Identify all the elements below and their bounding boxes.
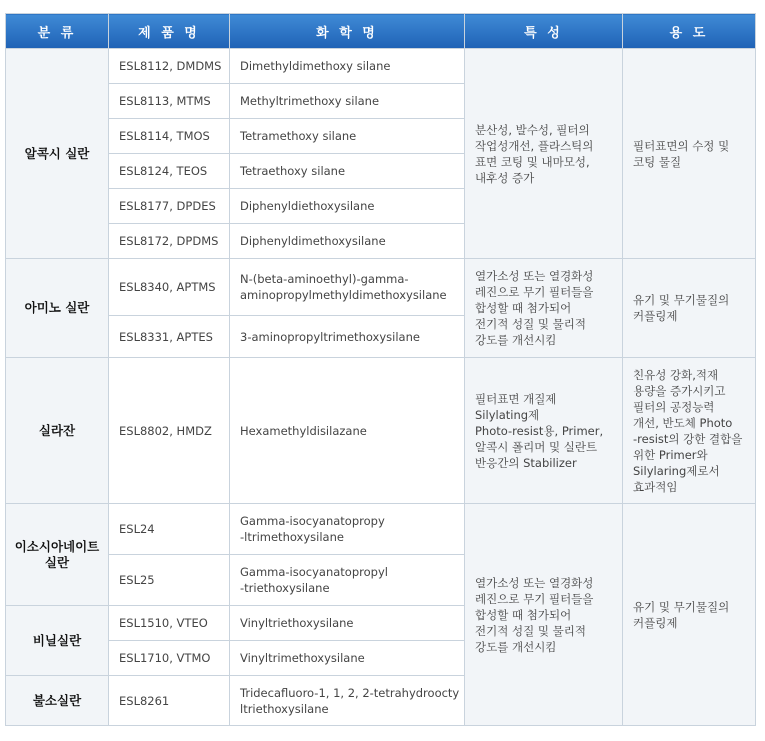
product-name: ESL1710, VTMO (109, 641, 230, 676)
table-row (6, 259, 756, 316)
product-name: ESL8331, APTES (109, 316, 230, 358)
product-name: ESL8177, DPDES (109, 189, 230, 224)
category-vinyl-silane: 비닐실란 (6, 606, 109, 676)
chemical-name: Dimethyldimethoxy silane (230, 49, 465, 84)
chemical-name: Gamma-isocyanatopropy -ltrimethoxysilane (230, 504, 465, 555)
product-name: ESL8114, TMOS (109, 119, 230, 154)
chemical-name: Tetraethoxy silane (230, 154, 465, 189)
table-row (6, 49, 756, 84)
chemical-name: Gamma-isocyanatopropyl -triethoxysilane (230, 555, 465, 606)
product-name: ESL8113, MTMS (109, 84, 230, 119)
header-category: 분 류 (6, 14, 109, 49)
product-name: ESL8261 (109, 676, 230, 726)
header-chemical-name: 화 학 명 (230, 14, 465, 49)
chemical-name: Tridecafluoro-1, 1, 2, 2-tetrahydroocty ltriethoxysilane (230, 676, 465, 726)
category-fluoro-silane: 불소실란 (6, 676, 109, 726)
table-row (6, 358, 756, 504)
feature-silazane: 필터표면 개질제 Silylating제 Photo-resist용, Primer, 알콕시 폴리머 및 실란트 반응간의 Stabilizer (465, 358, 623, 504)
category-amino-silane: 아미노 실란 (6, 259, 109, 358)
table-row (6, 504, 756, 555)
chemical-name: Diphenyldimethoxysilane (230, 224, 465, 259)
feature-amino: 열가소성 또는 열경화성 레진으로 무기 필터들을 합성할 때 첨가되어 전기적 성질 및 물리적 강도를 개선시킴 (465, 259, 623, 358)
feature-isocyanate-vinyl-fluoro: 열가소성 또는 열경화성 레진으로 무기 필터들을 합성할 때 첨가되어 전기적 성질 및 물리적 강도를 개선시킴 (465, 504, 623, 726)
chemical-name: Methyltrimethoxy silane (230, 84, 465, 119)
product-name: ESL8802, HMDZ (109, 358, 230, 504)
usage-isocyanate-vinyl-fluoro: 유기 및 무기물질의 커플링제 (623, 504, 756, 726)
product-name: ESL1510, VTEO (109, 606, 230, 641)
feature-alkoxy: 분산성, 발수성, 필터의 작업성개선, 플라스틱의 표면 코팅 및 내마모성, 내후성 증가 (465, 49, 623, 259)
category-silazane: 실라잔 (6, 358, 109, 504)
chemical-name: Vinyltrimethoxysilane (230, 641, 465, 676)
chemical-name: N-(beta-aminoethyl)-gamma- aminopropylmethyldimethoxysilane (230, 259, 465, 316)
chemical-name: Diphenyldiethoxysilane (230, 189, 465, 224)
chemical-name: Vinyltriethoxysilane (230, 606, 465, 641)
usage-amino: 유기 및 무기물질의 커플링제 (623, 259, 756, 358)
category-isocyanate-silane: 이소시아네이트 실란 (6, 504, 109, 606)
product-name: ESL8172, DPDMS (109, 224, 230, 259)
product-name: ESL8340, APTMS (109, 259, 230, 316)
usage-silazane: 친유성 강화,적재 용량을 증가시키고 필터의 공정능력 개선, 반도체 Photo -resist의 강한 결합을 위한 Primer와 Silylaring제로서 효과적임 (623, 358, 756, 504)
chemical-name: Hexamethyldisilazane (230, 358, 465, 504)
chemical-name: 3-aminopropyltrimethoxysilane (230, 316, 465, 358)
product-name: ESL8112, DMDMS (109, 49, 230, 84)
header-row (6, 14, 756, 49)
usage-alkoxy: 필터표면의 수정 및 코팅 물질 (623, 49, 756, 259)
header-product-name: 제 품 명 (109, 14, 230, 49)
header-usage: 용 도 (623, 14, 756, 49)
product-name: ESL25 (109, 555, 230, 606)
header-feature: 특 성 (465, 14, 623, 49)
category-alkoxy-silane: 알콕시 실란 (6, 49, 109, 259)
product-name: ESL24 (109, 504, 230, 555)
chemical-name: Tetramethoxy silane (230, 119, 465, 154)
silane-product-table (5, 13, 756, 726)
product-name: ESL8124, TEOS (109, 154, 230, 189)
